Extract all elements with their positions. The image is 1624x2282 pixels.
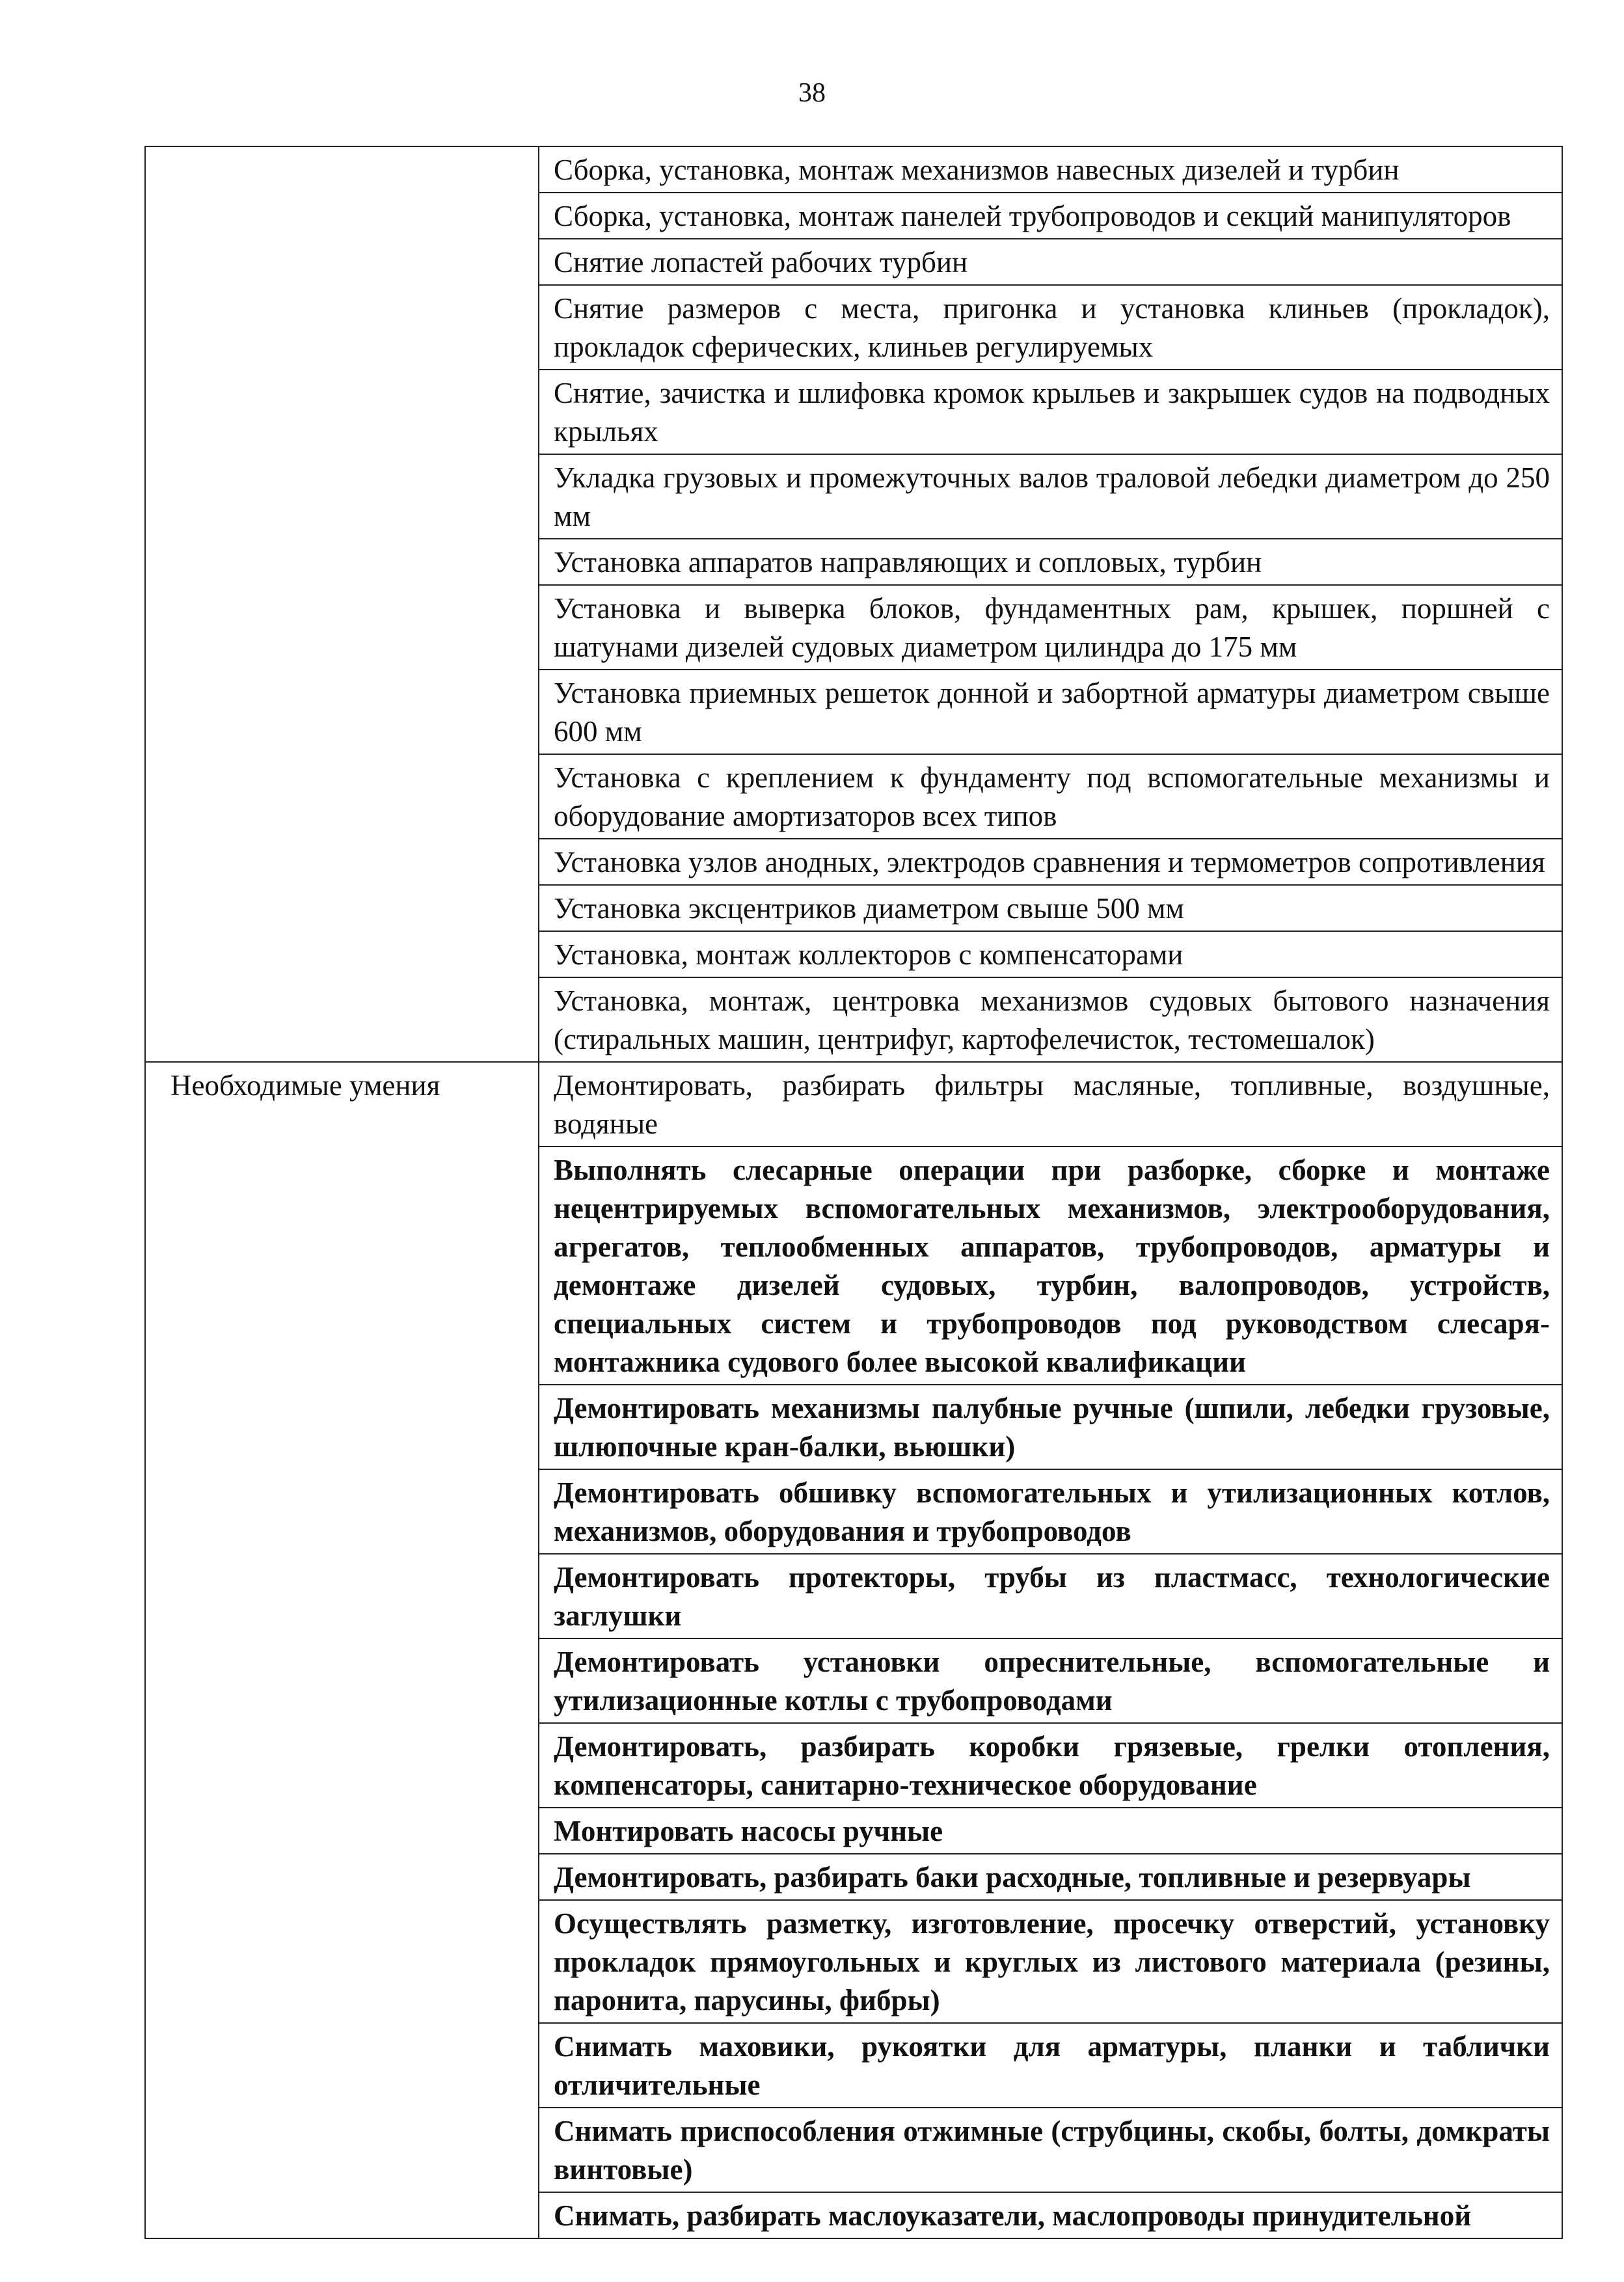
table-cell-item: Сборка, установка, монтаж механизмов навесных дизелей и турбин — [539, 146, 1562, 193]
table-cell-item: Установка приемных решеток донной и забортной арматуры диаметром свыше 600 мм — [539, 670, 1562, 754]
table-cell-item: Демонтировать обшивку вспомогательных и утилизационных котлов, механизмов, оборудования и трубопроводов — [539, 1469, 1562, 1554]
table-cell-item: Снятие лопастей рабочих турбин — [539, 239, 1562, 285]
table-cell-item: Выполнять слесарные операции при разборке, сборке и монтаже нецентрируемых вспомогательных механизмов, электрооборудования, агрегатов, теплообменных аппаратов, трубопроводов, арматуры и демонтаже дизелей судовых, турбин, валопроводов, устройств, специальных систем и трубопроводов под руководством слесаря-монтажника судового более высокой квалификации — [539, 1147, 1562, 1385]
table-row — [145, 146, 1562, 193]
table-cell-item: Сборка, установка, монтаж панелей трубопроводов и секций манипуляторов — [539, 193, 1562, 239]
table-cell-item: Демонтировать, разбирать коробки грязевые, грелки отопления, компенсаторы, санитарно-техническое оборудование — [539, 1723, 1562, 1808]
table-cell-item: Укладка грузовых и промежуточных валов траловой лебедки диаметром до 250 мм — [539, 454, 1562, 539]
table-cell-item: Установка, монтаж, центровка механизмов судовых бытового назначения (стиральных машин, центрифуг, картофелечисток, тестомешалок) — [539, 977, 1562, 1062]
table-cell-item: Снимать маховики, рукоятки для арматуры, планки и таблички отличительные — [539, 2023, 1562, 2108]
section-label — [145, 146, 539, 1062]
table-cell-item: Демонтировать протекторы, трубы из пластмасс, технологические заглушки — [539, 1554, 1562, 1638]
table-cell-item: Демонтировать механизмы палубные ручные (шпили, лебедки грузовые, шлюпочные кран-балки, вьюшки) — [539, 1385, 1562, 1469]
section-label: Необходимые умения — [145, 1062, 539, 2238]
page-number: 38 — [798, 78, 826, 108]
requirements-table-body — [145, 146, 1562, 2238]
table-cell-item: Демонтировать, разбирать фильтры масляные, топливные, воздушные, водяные — [539, 1062, 1562, 1147]
table-cell-item: Установка эксцентриков диаметром свыше 500 мм — [539, 885, 1562, 931]
table-cell-item: Установка аппаратов направляющих и сопловых, турбин — [539, 539, 1562, 585]
table-cell-item: Снимать приспособления отжимные (струбцины, скобы, болты, домкраты винтовые) — [539, 2108, 1562, 2192]
table-cell-item: Демонтировать, разбирать баки расходные, топливные и резервуары — [539, 1854, 1562, 1900]
table-cell-item: Установка с креплением к фундаменту под вспомогательные механизмы и оборудование амортизаторов всех типов — [539, 754, 1562, 839]
table-cell-item: Установка и выверка блоков, фундаментных рам, крышек, поршней с шатунами дизелей судовых диаметром цилиндра до 175 мм — [539, 585, 1562, 670]
requirements-table — [144, 146, 1563, 2239]
table-cell-item: Установка узлов анодных, электродов сравнения и термометров сопротивления — [539, 839, 1562, 885]
table-cell-item: Осуществлять разметку, изготовление, просечку отверстий, установку прокладок прямоугольных и круглых из листового материала (резины, паронита, парусины, фибры) — [539, 1900, 1562, 2023]
table-cell-item: Снимать, разбирать маслоуказатели, маслопроводы принудительной — [539, 2192, 1562, 2238]
table-cell-item: Демонтировать установки опреснительные, вспомогательные и утилизационные котлы с трубопроводами — [539, 1638, 1562, 1723]
table-cell-item: Монтировать насосы ручные — [539, 1808, 1562, 1854]
table-cell-item: Снятие, зачистка и шлифовка кромок крыльев и закрышек судов на подводных крыльях — [539, 370, 1562, 454]
table-row — [145, 1062, 1562, 1147]
table-cell-item: Установка, монтаж коллекторов с компенсаторами — [539, 931, 1562, 977]
table-cell-item: Снятие размеров с места, пригонка и установка клиньев (прокладок), прокладок сферических, клиньев регулируемых — [539, 285, 1562, 370]
